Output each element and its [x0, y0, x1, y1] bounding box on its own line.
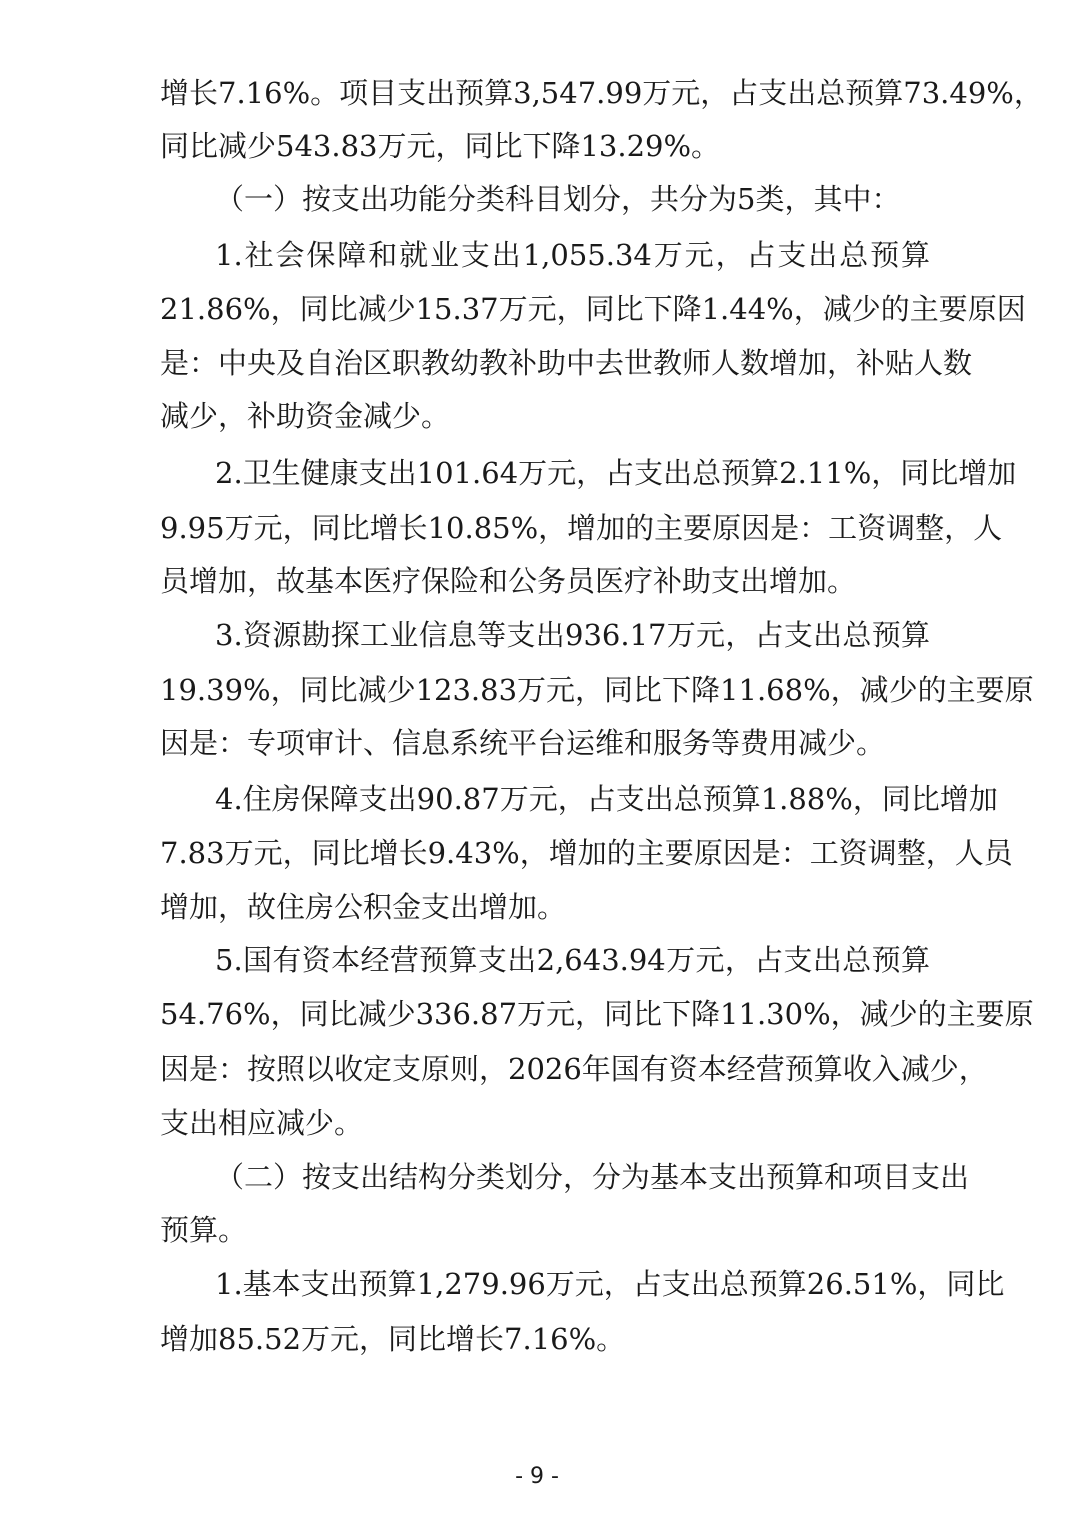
text-line: 增加85.52万元，同比增长7.16%。: [160, 1322, 626, 1356]
text-line: 21.86%，同比减少15.37万元，同比下降1.44%，减少的主要原因: [160, 292, 1026, 326]
page-number: - 9 -: [515, 1464, 559, 1489]
text-line: 19.39%，同比减少123.83万元，同比下降11.68%，减少的主要原: [160, 673, 1034, 707]
text-line: 增长7.16%。项目支出预算3,547.99万元，占支出总预算73.49%，: [160, 76, 1043, 110]
text-line: 5.国有资本经营预算支出2,643.94万元，占支出总预算: [215, 943, 930, 977]
section-heading: （一）按支出功能分类科目划分，共分为5类，其中：: [215, 182, 901, 216]
text-line: 3.资源勘探工业信息等支出936.17万元，占支出总预算: [215, 618, 930, 652]
text-line: 员增加，故基本医疗保险和公务员医疗补助支出增加。: [160, 564, 857, 598]
text-line: 因是：专项审计、信息系统平台运维和服务等费用减少。: [160, 726, 886, 760]
text-line: 预算。: [160, 1213, 248, 1247]
text-line: 7.83万元，同比增长9.43%，增加的主要原因是：工资调整，人员: [160, 836, 1013, 870]
text-line: 2.卫生健康支出101.64万元，占支出总预算2.11%，同比增加: [215, 456, 1017, 490]
text-line: 9.95万元，同比增长10.85%，增加的主要原因是：工资调整，人: [160, 511, 1003, 545]
text-line: 4.住房保障支出90.87万元，占支出总预算1.88%，同比增加: [215, 782, 998, 816]
text-line: 是：中央及自治区职教幼教补助中去世教师人数增加，补贴人数: [160, 346, 973, 380]
text-line: 因是：按照以收定支原则，2026年国有资本经营预算收入减少，: [160, 1052, 988, 1086]
text-line: 支出相应减少。: [160, 1106, 364, 1140]
text-line: 1.基本支出预算1,279.96万元，占支出总预算26.51%，同比: [215, 1267, 1005, 1301]
text-line: 增加，故住房公积金支出增加。: [160, 890, 567, 924]
text-line: 减少，补助资金减少。: [160, 399, 451, 433]
text-line: 1.社会保障和就业支出1,055.34万元，占支出总预算: [215, 238, 930, 272]
section-heading: （二）按支出结构分类划分，分为基本支出预算和项目支出: [215, 1160, 970, 1194]
text-line: 54.76%，同比减少336.87万元，同比下降11.30%，减少的主要原: [160, 997, 1034, 1031]
text-line: 同比减少543.83万元，同比下降13.29%。: [160, 129, 721, 163]
